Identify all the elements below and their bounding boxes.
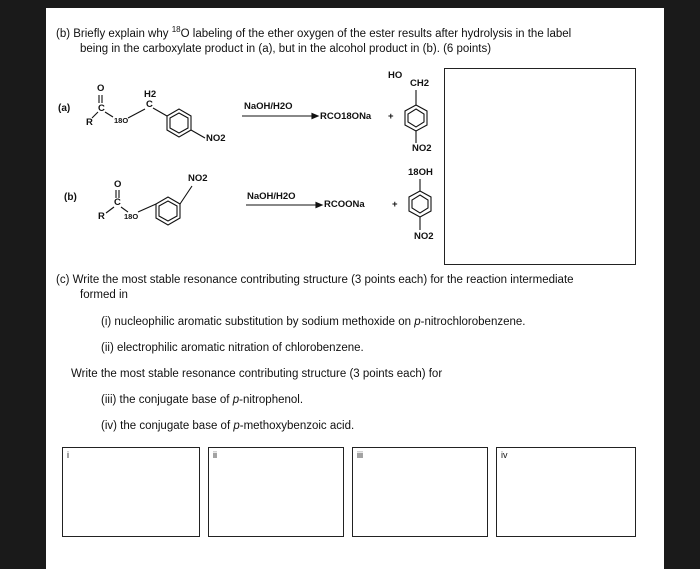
question-c-item-i: (i) nucleophilic aromatic substitution by sodium methoxide on p-nitrochlorobenzene. [101,316,526,328]
reaction-b-structure [46,8,446,268]
reaction-b-label: (b) [64,192,77,203]
reaction-a-alcohol-ch2: CH2 [410,78,430,89]
reaction-a-plus: + [388,111,394,122]
reaction-a-carbonyl-c: C [98,103,105,114]
answer-box-iv-label: iv [501,450,508,460]
reaction-b-carbonyl-o: O [114,179,122,190]
reaction-b-reagent: NaOH/H2O [247,191,296,202]
answer-box-i[interactable] [62,447,200,537]
question-c-item-iii: (iii) the conjugate base of p-nitrophenol. [101,394,304,406]
reaction-a-carbonyl-o: O [97,83,105,94]
answer-box-iv[interactable] [496,447,636,537]
reaction-a-nitro: NO2 [206,133,226,144]
question-c-line1: (c) Write the most stable resonance contributing structure (3 points each) for the reaction intermediate [56,274,574,286]
reaction-a-product: RCO18ONa [320,111,372,122]
reaction-a-label: (a) [58,103,71,114]
answer-box-iii-label: iii [357,450,363,460]
question-b-line1: (b) Briefly explain why $^{18}$O labeling of the ether oxygen of the ester results after hydrolysis in the label [56,25,572,40]
reaction-a-alcohol-ho: HO [388,70,403,81]
reaction-b-phenol-oh: 18OH [408,167,433,178]
reaction-b-nitro: NO2 [188,173,208,184]
worksheet-page [46,8,664,569]
reaction-b-carbonyl-c: C [114,197,121,208]
reaction-a-r-group: R [86,117,93,128]
question-b-line2: being in the carboxylate product in (a), but in the alcohol product in (b). (6 points) [80,43,492,55]
question-c-item-ii: (ii) electrophilic aromatic nitration of chlorobenzene. [101,342,364,354]
question-c-line2: formed in [80,289,128,301]
reaction-a-ether-o: 18O [114,116,129,125]
reaction-a-ch2-h: H2 [144,89,157,100]
answer-box-ii[interactable] [208,447,344,537]
reaction-b-ether-o: 18O [124,212,139,221]
question-c-line3: Write the most stable resonance contributing structure (3 points each) for [71,368,443,380]
reaction-b-plus: + [392,199,398,210]
reaction-b-product: RCOONa [324,199,365,210]
reaction-a-reagent: NaOH/H2O [244,101,293,112]
answer-box-i-label: i [67,450,69,460]
question-c-item-iv: (iv) the conjugate base of p-methoxybenzoic acid. [101,420,355,432]
reaction-a-ch2-c: C [146,99,153,110]
reaction-b-phenol-nitro: NO2 [414,231,434,242]
reaction-b-r-group: R [98,211,105,222]
answer-box-b[interactable] [444,68,636,265]
answer-box-ii-label: ii [213,450,217,460]
answer-box-iii[interactable] [352,447,488,537]
reaction-a-alcohol-nitro: NO2 [412,143,432,154]
